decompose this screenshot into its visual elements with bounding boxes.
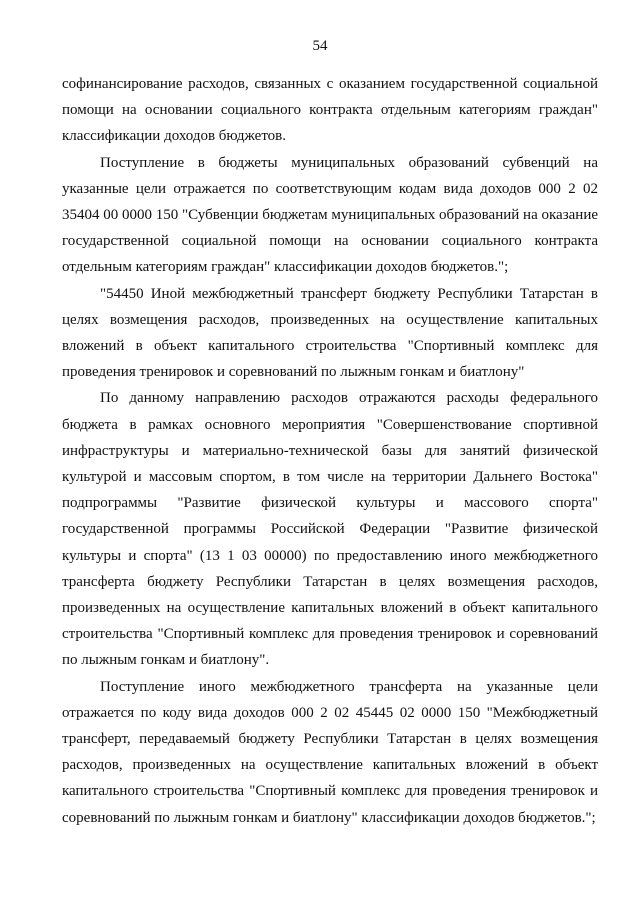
paragraph-5: Поступление иного межбюджетного трансферта на указанные цели отражается по коду вида доходов 000 2 02 45445 02 0000 150 "Межбюджетный трансферт, передаваемый бюджету Республики Татарстан в целях возмещения расходов, произведенных на осуществление капитальных вложений в объект капитального строительства "Спортивный комплекс для проведения тренировок и соревнований по лыжным гонкам и биатлону" классификации доходов бюджетов."; <box>62 678 598 826</box>
paragraph-3: "54450 Иной межбюджетный трансферт бюджету Республики Татарстан в целях возмещения расходов, произведенных на осуществление капитальных вложений в объект капитального строительства "Спортивный комплекс для проведения тренировок и соревнований по лыжным гонкам и биатлону" <box>62 285 598 381</box>
paragraph-2: Поступление в бюджеты муниципальных образований субвенций на указанные цели отражается по соответствующим кодам вида доходов 000 2 02 35404 00 0000 150 "Субвенции бюджетам муниципальных образований на оказание государственной социальной помощи на основании социального контракта отдельным категориям граждан" классификации доходов бюджетов."; <box>62 154 598 276</box>
page-number: 54 <box>312 38 328 54</box>
document-body <box>62 71 598 831</box>
paragraph-1: софинансирование расходов, связанных с оказанием государственной социальной помощи на основании социального контракта отдельным категориям граждан" классификации доходов бюджетов. <box>62 76 598 145</box>
paragraph-4: По данному направлению расходов отражаются расходы федерального бюджета в рамках основного мероприятия "Совершенствование спортивной инфраструктуры и материально-технической базы для занятий физической культурой и массовым спортом, в том числе на территории Дальнего Востока" подпрограммы "Развитие физической культуры и массового спорта" государственной программы Российской Федерации "Развитие физической культуры и спорта" (13 1 03 00000) по предоставлению иного межбюджетного трансферта бюджету Республики Татарстан в целях возмещения расходов, произведенных на осуществление капитальных вложений в объект капитального строительства "Спортивный комплекс для проведения тренировок и соревнований по лыжным гонкам и биатлону". <box>62 390 598 669</box>
